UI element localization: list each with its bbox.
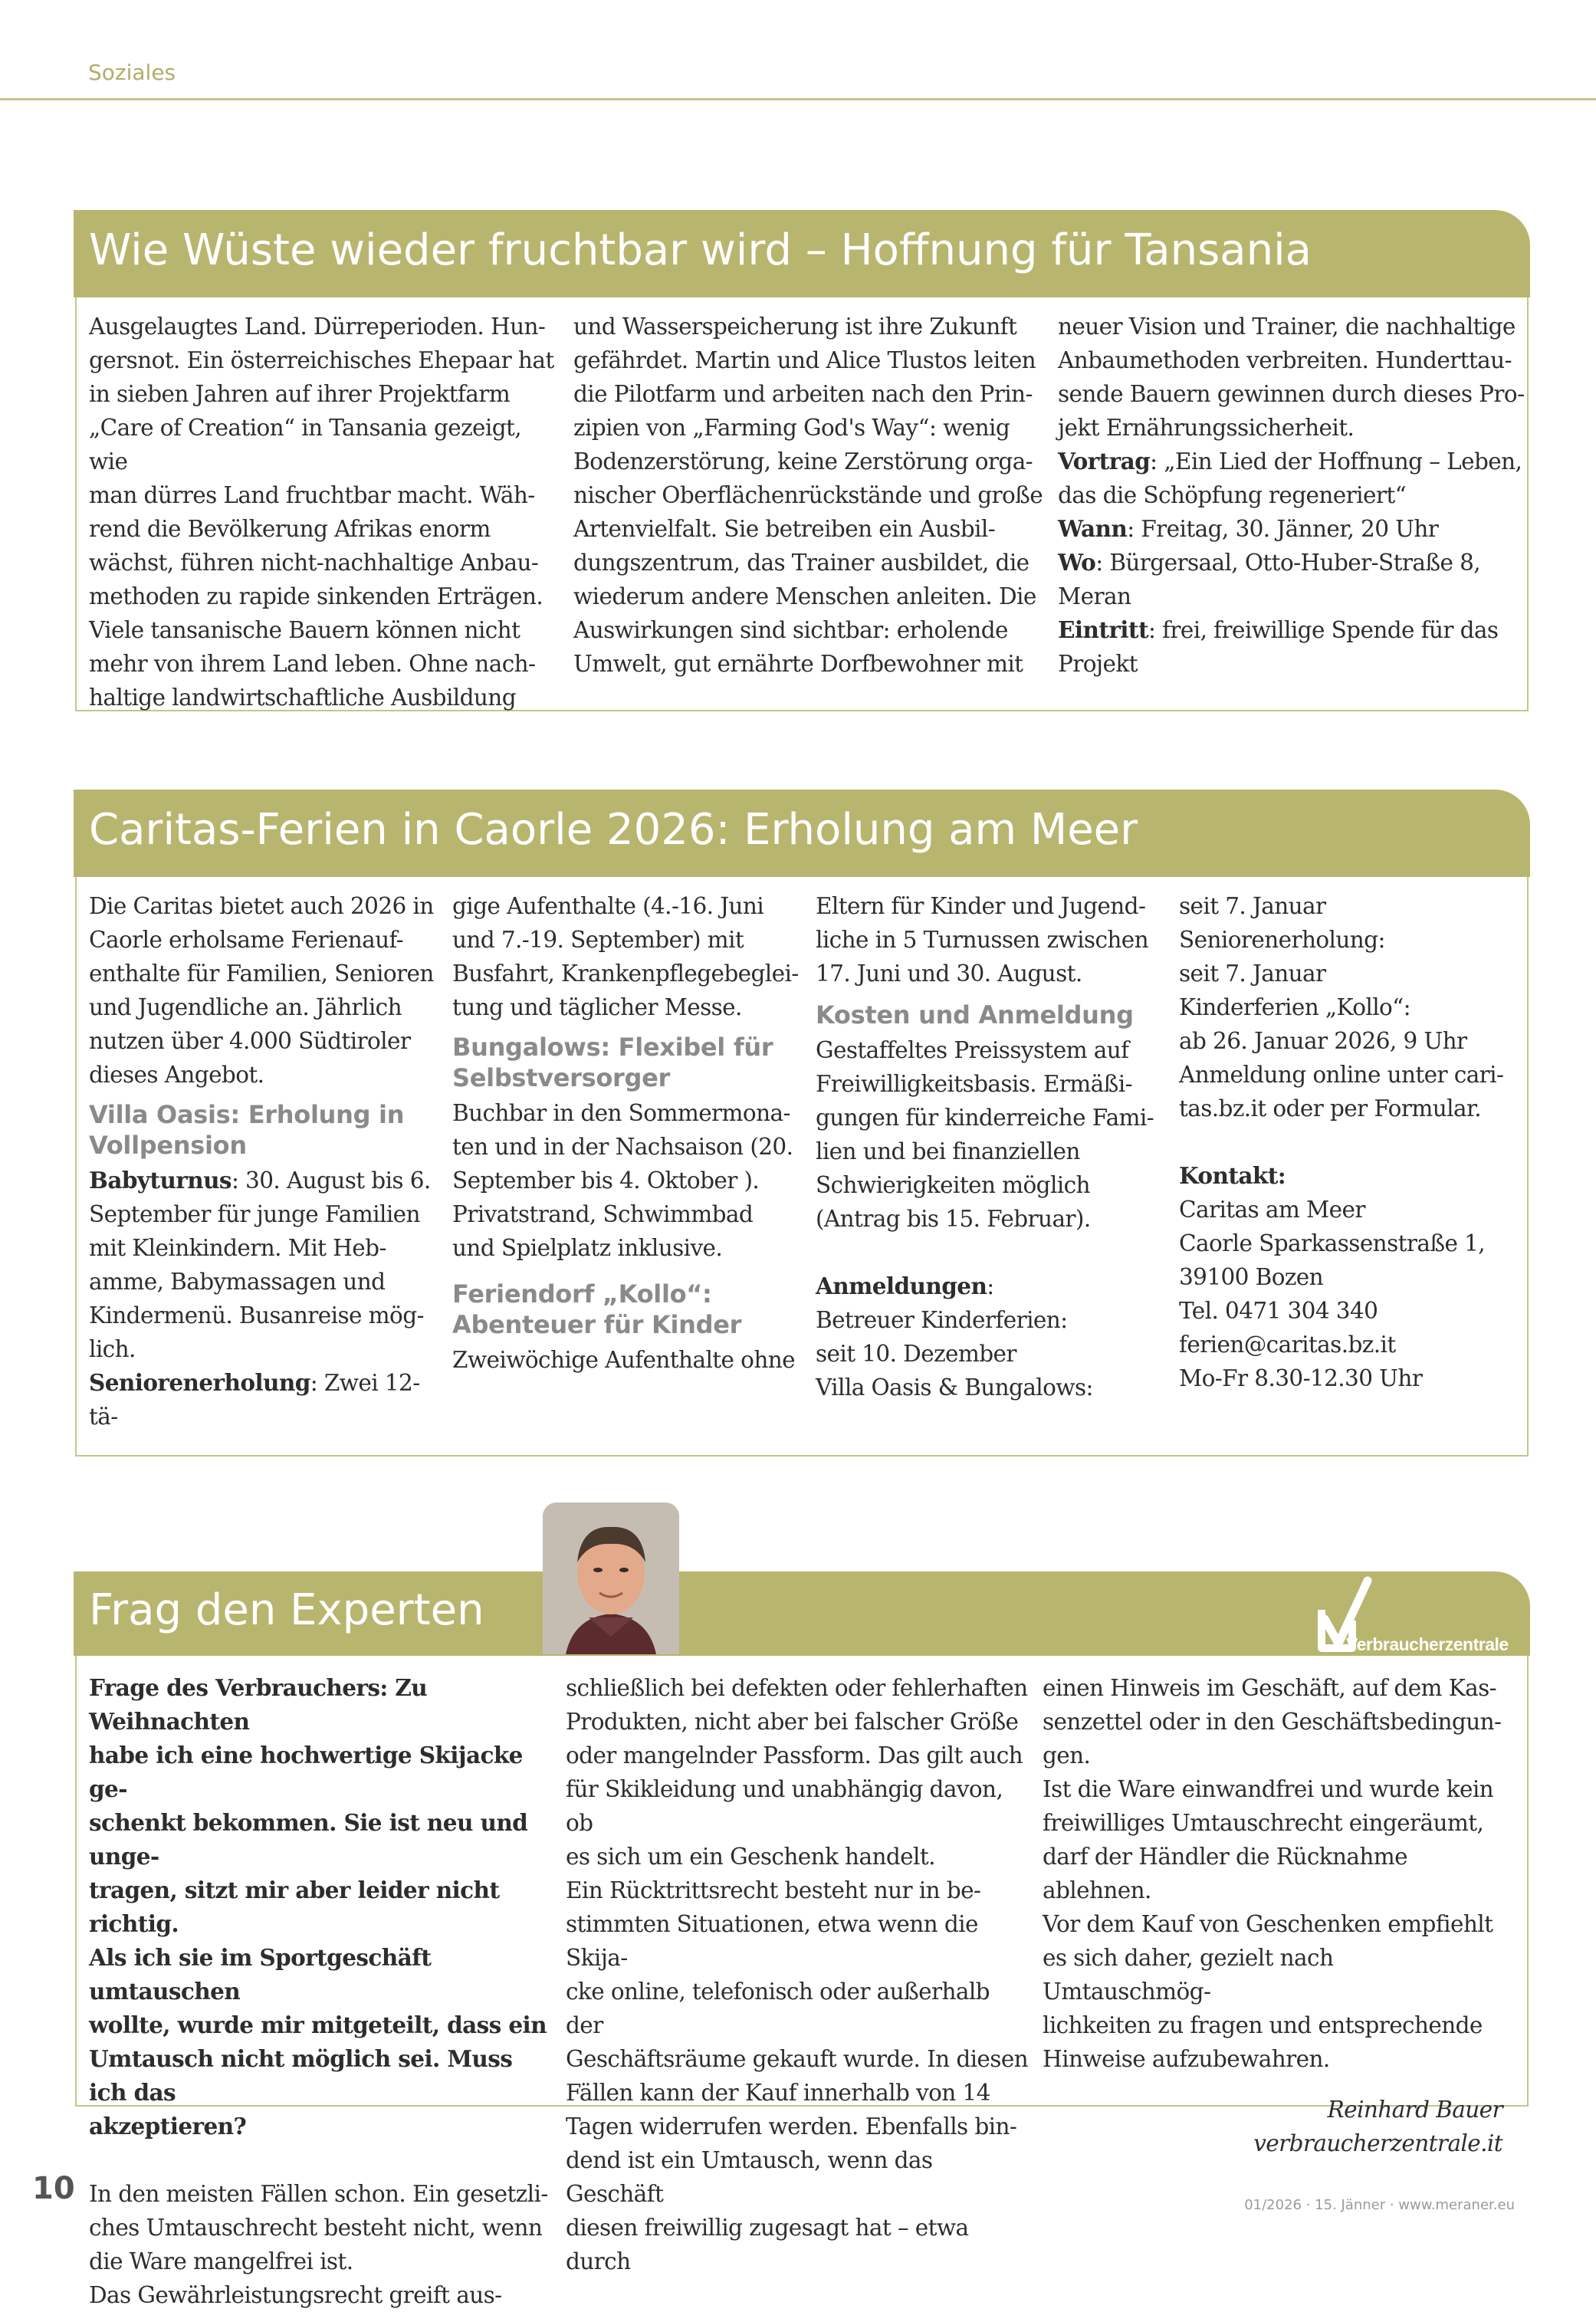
body-line: mit Kleinkindern. Mit Heb- (89, 1235, 386, 1261)
vortrag-line2: das die Schöpfung regeneriert“ (1058, 482, 1407, 508)
author-name: Reinhard Bauer (1327, 2097, 1502, 2123)
body-line: Produkten, nicht aber bei falscher Größe (566, 1709, 1019, 1735)
body-line: dend ist ein Umtausch, wenn das Geschäft (566, 2147, 933, 2207)
body-line: Auswirkungen sind sichtbar: erholende (573, 617, 1008, 643)
eintritt-line2: Projekt (1058, 651, 1138, 677)
body-line: Die Caritas bietet auch 2026 in (89, 893, 434, 919)
author-site: verbraucherzentrale.it (1253, 2130, 1502, 2156)
vortrag-text: : „Ein Lied der Hoffnung – Leben, (1150, 448, 1522, 475)
body-line: sende Bauern gewinnen durch dieses Pro- (1058, 381, 1525, 407)
body-line: zipien von „Farming God's Way“: wenig (573, 415, 1010, 441)
body-line: Caritas am Meer (1179, 1197, 1365, 1223)
body-line: man dürres Land fruchtbar macht. Wäh- (89, 482, 535, 508)
body-line: September bis 4. Oktober ). (452, 1167, 760, 1194)
article3-col1 (89, 1671, 557, 2312)
body-line: jekt Ernährungssicherheit. (1058, 415, 1355, 441)
body-line: und 7.-19. September) mit (452, 927, 744, 953)
body-line: gige Aufenthalte (4.-16. Juni (452, 893, 764, 919)
body-line: Betreuer Kinderferien: (816, 1307, 1068, 1333)
body-line: wiederum andere Menschen anleiten. Die (573, 583, 1036, 609)
body-line: Schwierigkeiten möglich (816, 1172, 1090, 1198)
anmeldungen-label: Anmeldungen (816, 1273, 987, 1299)
eintritt-label: Eintritt (1058, 616, 1148, 643)
body-line: seit 7. Januar (1179, 893, 1326, 919)
body-line: Bodenzerstörung, keine Zerstörung orga- (573, 448, 1033, 475)
body-line: tung und täglicher Messe. (452, 994, 742, 1020)
body-line: lichkeiten zu fragen und entsprechende (1043, 2012, 1483, 2038)
body-line: oder mangelnder Passform. Das gilt auch (566, 1742, 1023, 1768)
body-line: und Wasserspeicherung ist ihre Zukunft (573, 314, 1017, 340)
subheading-line: Abenteuer für Kinder (452, 1310, 742, 1339)
body-line: methoden zu rapide sinkenden Erträgen. (89, 583, 543, 609)
body-line: Geschäftsräume gekauft wurde. In diesen (566, 2046, 1029, 2072)
body-line: schließlich bei defekten oder fehlerhaften (566, 1675, 1028, 1701)
body-line: gen. (1043, 1742, 1091, 1768)
question-line: akzeptieren? (89, 2113, 247, 2140)
body-line: Tel. 0471 304 340 (1179, 1298, 1378, 1324)
body-line: Villa Oasis & Bungalows: (816, 1374, 1093, 1401)
anmeldungen-line: Anmeldungen: (816, 1273, 994, 1299)
senior-text: : Zwei 12-tä- (89, 1370, 420, 1430)
body-line: freiwilliges Umtauschrecht eingeräumt, (1043, 1810, 1484, 1836)
body-line: wächst, führen nicht-nachhaltige Anbau- (89, 550, 539, 576)
body-line: gefährdet. Martin und Alice Tlustos leiten (573, 347, 1036, 373)
article2-title: Caritas-Ferien in Caorle 2026: Erholung am Meer (89, 805, 1138, 855)
body-line: Buchbar in den Sommermona- (452, 1100, 790, 1126)
body-line: Freiwilligkeitsbasis. Ermäßi- (816, 1071, 1132, 1097)
body-line: es sich daher, gezielt nach Umtauschmög- (1043, 1945, 1334, 2005)
body-line: gungen für kinderreiche Fami- (816, 1105, 1154, 1131)
body-line: gersnot. Ein österreichisches Ehepaar hat (89, 347, 554, 373)
body-line: diesen freiwillig zugesagt hat – etwa durch (566, 2215, 969, 2274)
article1-col1 (89, 310, 564, 714)
subheading-line: Selbstversorger (452, 1063, 671, 1092)
body-line: Das Gewährleistungsrecht greift aus- (89, 2282, 502, 2308)
body-line: cke online, telefonisch oder außerhalb der (566, 1979, 990, 2038)
body-line: haltige landwirtschaftliche Ausbildung (89, 685, 516, 711)
article1-col2 (573, 310, 1049, 681)
body-line: Viele tansanische Bauern können nicht (89, 617, 521, 643)
wann-line (1058, 512, 1525, 546)
body-line: (Antrag bis 15. Februar). (816, 1206, 1091, 1232)
body-line: seit 10. Dezember (816, 1341, 1016, 1367)
body-line: und Spielplatz inklusive. (452, 1235, 723, 1261)
body-line: Ist die Ware einwandfrei und wurde kein (1043, 1776, 1494, 1802)
body-line: enthalte für Familien, Senioren (89, 961, 434, 987)
body-line: für Skikleidung und unabhängig davon, ob (566, 1776, 1003, 1836)
body-line: nischer Oberflächenrückstände und große (573, 482, 1043, 508)
body-line: Caorle Sparkassenstraße 1, (1179, 1230, 1486, 1256)
question-line: Umtausch nicht möglich sei. Muss ich das (89, 2045, 513, 2106)
body-line: In den meisten Fällen schon. Ein gesetzli- (89, 2181, 548, 2207)
subheading-line: Bungalows: Flexibel für (452, 1033, 773, 1062)
body-line: Fällen kann der Kauf innerhalb von 14 (566, 2080, 990, 2106)
body-line: „Care of Creation“ in Tansania gezeigt, wie (89, 415, 522, 475)
bungalows-heading (452, 1032, 805, 1093)
body-line: nutzen über 4.000 Südtiroler (89, 1028, 411, 1054)
question-line: Als ich sie im Sportgeschäft umtauschen (89, 1944, 432, 2005)
babyturnus-label: Babyturnus (89, 1167, 232, 1194)
article3-col3 (1043, 1671, 1502, 2160)
body-line: ferien@caritas.bz.it (1179, 1332, 1396, 1358)
body-line: es sich um ein Geschenk handelt. (566, 1844, 935, 1870)
body-line: Mo-Fr 8.30-12.30 Uhr (1179, 1365, 1423, 1391)
body-line: 17. Juni und 30. August. (816, 961, 1082, 987)
kontakt-label-text: Kontakt: (1179, 1162, 1286, 1189)
body-line: 39100 Bozen (1179, 1264, 1324, 1290)
kontakt-label (1179, 1159, 1524, 1193)
article2-col3 (816, 889, 1168, 1404)
body-line: amme, Babymassagen und (89, 1269, 386, 1295)
body-line: Eltern für Kinder und Jugend- (816, 893, 1146, 919)
villa-heading (89, 1099, 442, 1161)
body-line: Anmeldung online unter cari- (1179, 1062, 1504, 1088)
body-line: Gestaffeltes Preissystem auf (816, 1037, 1129, 1063)
babyturnus-text: : 30. August bis 6. (231, 1167, 431, 1194)
body-line: die Pilotfarm und arbeiten nach den Prin- (573, 381, 1033, 407)
body-line: Anbaumethoden verbreiten. Hunderttau- (1058, 347, 1512, 373)
body-line: lich. (89, 1336, 136, 1362)
body-line: stimmten Situationen, etwa wenn die Skija- (566, 1911, 978, 1971)
body-line: und Jugendliche an. Jährlich (89, 994, 402, 1020)
section-label: Soziales (88, 60, 176, 85)
expert-photo (543, 1502, 679, 1654)
wo-line (1058, 546, 1525, 580)
body-line: mehr von ihrem Land leben. Ohne nach- (89, 651, 536, 677)
body-line: Caorle erholsame Ferienauf- (89, 927, 404, 953)
body-line: ten und in der Nachsaison (20. (452, 1134, 793, 1160)
body-line: Kindermenü. Busanreise mög- (89, 1302, 424, 1328)
body-line: darf der Händler die Rücknahme ablehnen. (1043, 1844, 1408, 1903)
subheading-line: Feriendorf „Kollo“: (452, 1279, 712, 1309)
babyturnus-line (89, 1164, 442, 1197)
logo-wordmark: Verbraucherzentrale (1346, 1634, 1509, 1654)
body-line: Hinweise aufzubewahren. (1043, 2046, 1330, 2072)
article3-col2 (566, 1671, 1033, 2278)
wann-text: : Freitag, 30. Jänner, 20 Uhr (1127, 516, 1439, 542)
eintritt-line (1058, 613, 1525, 647)
body-line: Busfahrt, Krankenpflegebeglei- (452, 961, 799, 987)
body-line: Zweiwöchige Aufenthalte ohne (452, 1347, 795, 1373)
article3-title: Frag den Experten (89, 1585, 484, 1635)
body-line: Seniorenerholung: (1179, 927, 1385, 953)
body-line: Umwelt, gut ernährte Dorfbewohner mit (573, 651, 1023, 677)
article2-title-bar (74, 790, 1530, 877)
body-line: Ausgelaugtes Land. Dürreperioden. Hun- (89, 314, 546, 340)
wann-label: Wann (1058, 515, 1128, 542)
kosten-heading: Kosten und Anmeldung (816, 1000, 1134, 1030)
body-line: neuer Vision und Trainer, die nachhaltige (1058, 314, 1516, 340)
body-line: ab 26. Januar 2026, 9 Uhr (1179, 1028, 1467, 1054)
question-line: wollte, wurde mir mitgeteilt, dass ein (89, 2012, 547, 2038)
wo-text: : Bürgersaal, Otto-Huber-Straße 8, (1095, 550, 1481, 576)
top-rule (0, 98, 1596, 100)
body-line: in sieben Jahren auf ihrer Projektfarm (89, 381, 511, 407)
body-line: Kinderferien „Kollo“: (1179, 994, 1411, 1020)
kollo-heading (452, 1279, 805, 1340)
body-line: tas.bz.it oder per Formular. (1179, 1095, 1481, 1122)
question-line: schenkt bekommen. Sie ist neu und unge- (89, 1809, 528, 1870)
body-line: Vor dem Kauf von Geschenken empfiehlt (1043, 1911, 1493, 1937)
body-line: einen Hinweis im Geschäft, auf dem Kas- (1043, 1675, 1497, 1701)
subheading-line: Villa Oasis: Erholung in (89, 1100, 405, 1129)
question-line: Frage des Verbrauchers: Zu Weihnachten (89, 1674, 428, 1735)
body-line: dungszentrum, das Trainer ausbildet, die (573, 550, 1030, 576)
vortrag-label: Vortrag (1058, 448, 1151, 475)
body-line: Artenvielfalt. Sie betreiben ein Ausbil- (573, 516, 996, 542)
body-line: seit 7. Januar (1179, 961, 1326, 987)
page-number: 10 (32, 2171, 75, 2206)
article2-col1 (89, 889, 442, 1434)
body-line: Tagen widerrufen werden. Ebenfalls bin- (566, 2113, 1017, 2140)
vortrag-line (1058, 445, 1525, 478)
article1-title: Wie Wüste wieder fruchtbar wird – Hoffnung für Tansania (89, 225, 1312, 275)
body-line: senzettel oder in den Geschäftsbedingun- (1043, 1709, 1502, 1735)
body-line: Privatstrand, Schwimmbad (452, 1201, 754, 1227)
body-line: rend die Bevölkerung Afrikas enorm (89, 516, 491, 542)
body-line: ches Umtauschrecht besteht nicht, wenn (89, 2215, 543, 2241)
issue-footer: 01/2026 · 15. Jänner · www.meraner.eu (1244, 2197, 1515, 2213)
article1-title-bar (74, 210, 1530, 297)
body-line: liche in 5 Turnussen zwischen (816, 927, 1149, 953)
body-line: dieses Angebot. (89, 1062, 264, 1088)
wo-line2: Meran (1058, 583, 1131, 609)
body-line: lien und bei finanziellen (816, 1138, 1080, 1164)
article1-col3 (1058, 310, 1525, 681)
subheading-line: Vollpension (89, 1131, 247, 1160)
eintritt-text: : frei, freiwillige Spende für das (1148, 617, 1499, 643)
article2-col4 (1179, 889, 1524, 1395)
senior-line (89, 1366, 442, 1434)
body-line: Ein Rücktrittsrecht besteht nur in be- (566, 1877, 981, 1903)
article2-col2 (452, 889, 805, 1377)
senior-label: Seniorenerholung (89, 1369, 310, 1396)
body-line: die Ware mangelfrei ist. (89, 2248, 353, 2274)
question-line: tragen, sitzt mir aber leider nicht richtig. (89, 1877, 500, 1937)
question-line: habe ich eine hochwertige Skijacke ge- (89, 1742, 523, 1802)
body-line: September für junge Familien (89, 1201, 420, 1227)
wo-label: Wo (1058, 549, 1096, 576)
